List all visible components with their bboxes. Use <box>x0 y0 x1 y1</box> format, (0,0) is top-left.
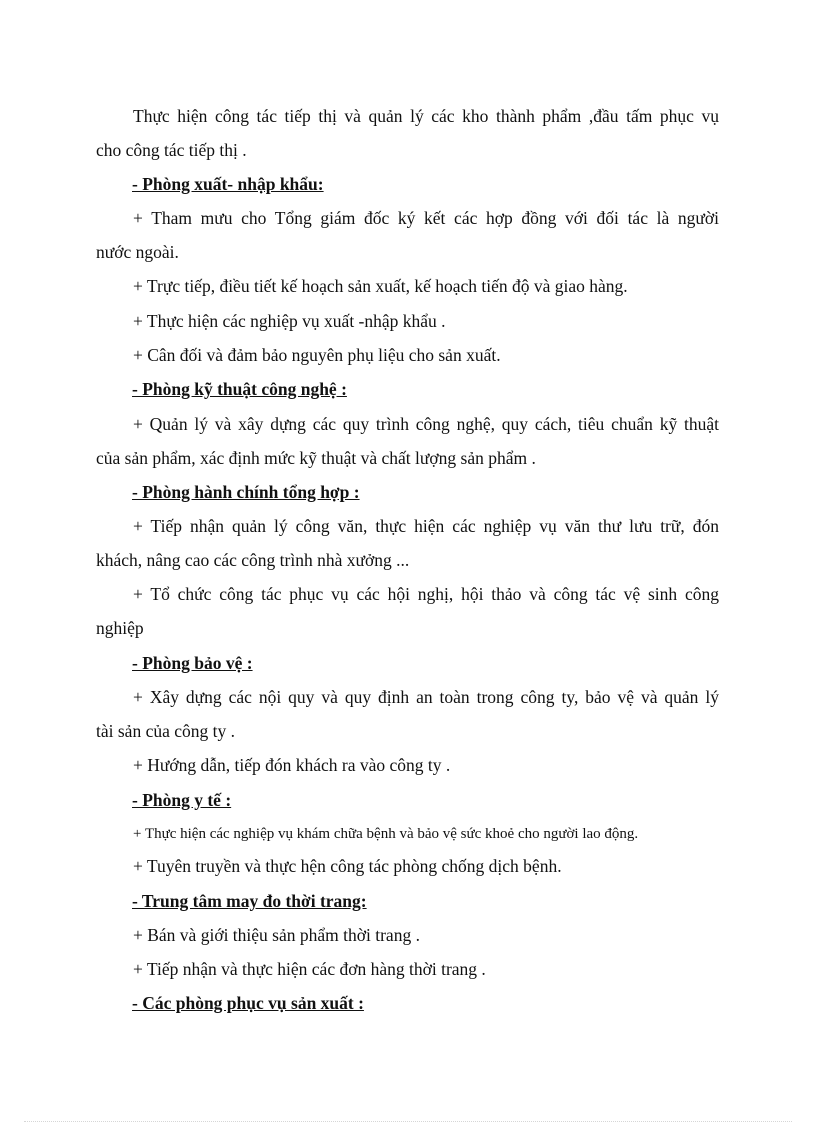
paragraph-line: + Tiếp nhận quản lý công văn, thực hiện các nghiệp vụ văn thư lưu trữ, đón <box>133 516 719 536</box>
paragraph-line: + Trực tiếp, điều tiết kế hoạch sản xuất, kế hoạch tiến độ và giao hàng. <box>133 276 628 296</box>
paragraph-line: tài sản của công ty . <box>96 721 235 741</box>
paragraph-line: + Bán và giới thiệu sản phẩm thời trang . <box>133 925 420 945</box>
paragraph-line: nghiệp <box>96 618 144 638</box>
section-heading: - Phòng bảo vệ : <box>132 653 253 673</box>
paragraph-line: của sản phẩm, xác định mức kỹ thuật và chất lượng sản phẩm . <box>96 448 536 468</box>
paragraph-line: + Tiếp nhận và thực hiện các đơn hàng thời trang . <box>133 959 486 979</box>
paragraph-line: + Tuyên truyền và thực hện công tác phòng chống dịch bệnh. <box>133 856 562 876</box>
section-heading: - Trung tâm may đo thời trang: <box>132 891 367 911</box>
paragraph-line: Thực hiện công tác tiếp thị và quản lý các kho thành phẩm ,đầu tấm phục vụ <box>133 106 719 126</box>
paragraph-line: khách, nâng cao các công trình nhà xưởng ... <box>96 550 410 570</box>
paragraph-line: + Hướng dẫn, tiếp đón khách ra vào công ty . <box>133 755 451 775</box>
paragraph-line: cho công tác tiếp thị . <box>96 140 247 160</box>
paragraph-line: + Tham mưu cho Tổng giám đốc ký kết các hợp đồng với đối tác là người <box>133 208 719 228</box>
paragraph-line: + Thực hiện các nghiệp vụ khám chữa bệnh và bảo vệ sức khoẻ cho người lao động. <box>133 826 639 842</box>
paragraph-line: + Thực hiện các nghiệp vụ xuất -nhập khẩu . <box>133 311 446 331</box>
section-heading: - Phòng hành chính tổng hợp : <box>132 482 360 502</box>
paragraph-line: + Xây dựng các nội quy và quy định an toàn trong công ty, bảo vệ và quản lý <box>133 687 719 707</box>
page-bottom-divider <box>24 1121 792 1122</box>
section-heading: - Các phòng phục vụ sản xuất : <box>132 993 364 1013</box>
paragraph-line: + Cân đối và đảm bảo nguyên phụ liệu cho sản xuất. <box>133 345 501 365</box>
section-heading: - Phòng y tế : <box>132 790 232 810</box>
section-heading: - Phòng kỹ thuật công nghệ : <box>132 379 347 399</box>
section-heading: - Phòng xuất- nhập khẩu: <box>132 174 324 194</box>
paragraph-line: nước ngoài. <box>96 242 179 262</box>
paragraph-line: + Tổ chức công tác phục vụ các hội nghị, hội thảo và công tác vệ sinh công <box>133 584 719 604</box>
paragraph-line: + Quản lý và xây dựng các quy trình công nghệ, quy cách, tiêu chuẩn kỹ thuật <box>133 414 719 434</box>
